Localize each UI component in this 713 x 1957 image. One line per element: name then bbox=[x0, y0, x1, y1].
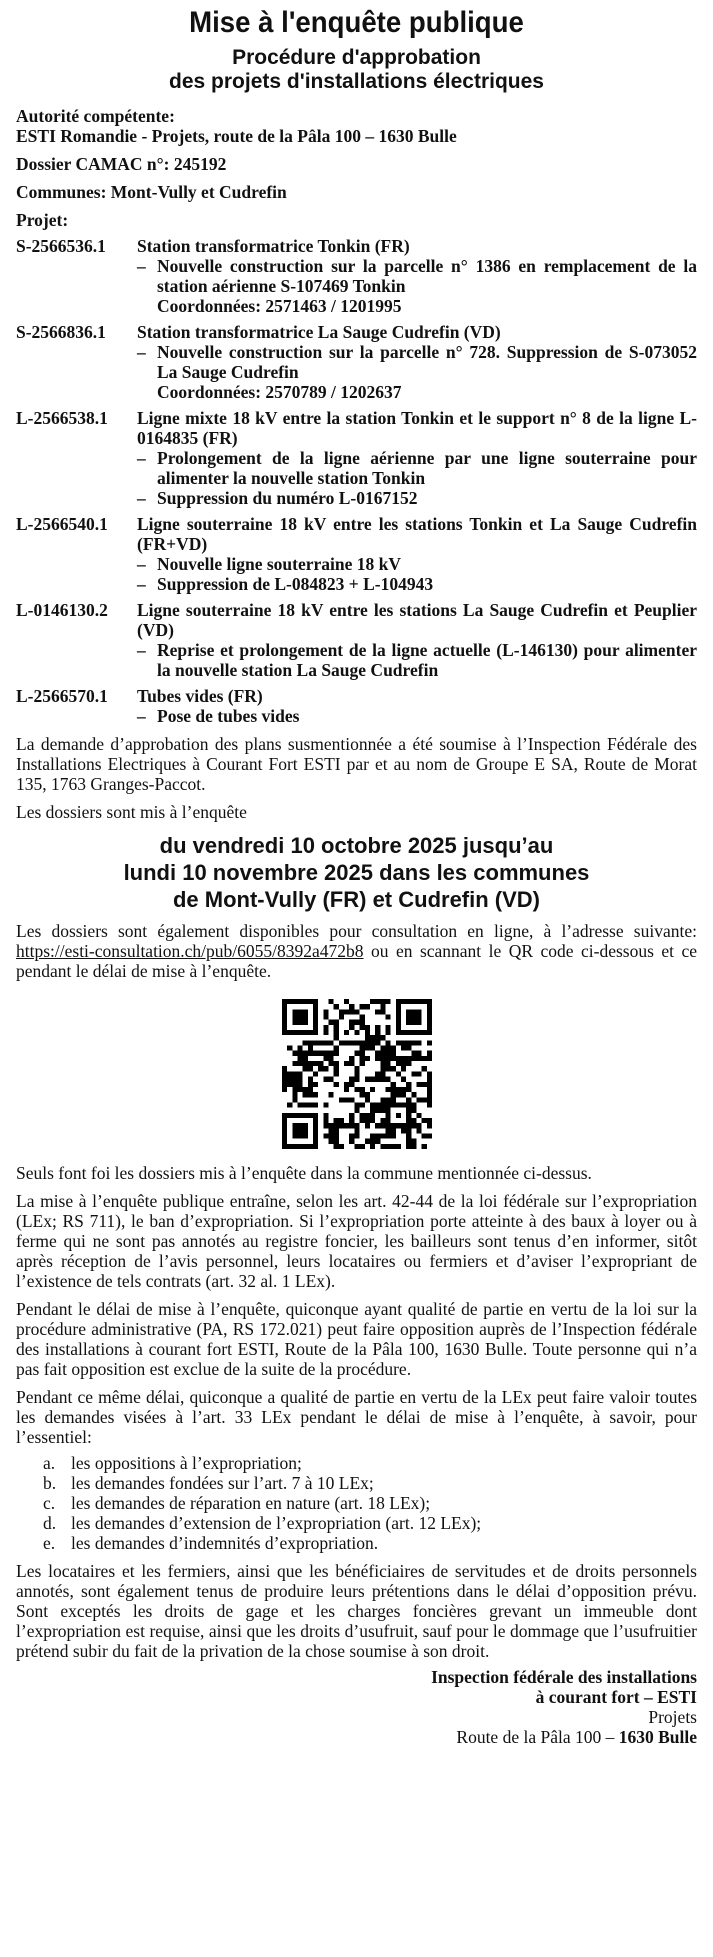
project-name: Ligne souterraine 18 kV entre les stations La Sauge Cudrefin et Peuplier (VD) bbox=[137, 600, 697, 640]
dash-marker: – bbox=[137, 448, 146, 468]
project-content bbox=[137, 322, 697, 402]
dash-marker: – bbox=[137, 574, 146, 594]
project-code: S-2566836.1 bbox=[16, 322, 106, 342]
demand-item bbox=[16, 1473, 697, 1493]
dash-marker: – bbox=[137, 256, 146, 276]
project-bullet-text: Prolongement de la ligne aérienne par une ligne souterraine pour alimenter la nouvelle station Tonkin bbox=[157, 448, 697, 488]
dates-line-3: de Mont-Vully (FR) et Cudrefin (VD) bbox=[172, 887, 541, 912]
demand-text: les demandes fondées sur l’art. 7 à 10 LEx; bbox=[71, 1473, 374, 1493]
signature-address bbox=[16, 1727, 697, 1747]
project-bullet-text: Suppression du numéro L-0167152 bbox=[157, 488, 418, 508]
project-code: L-2566538.1 bbox=[16, 408, 108, 428]
demand-letter: b. bbox=[43, 1473, 57, 1493]
legal-paragraph: Pendant ce même délai, quiconque a qualité de partie en vertu de la LEx peut faire valoir toutes les demandes visées à l’art. 33 LEx pendant le délai de mise à l’enquête, à savoir, pour l’essentiel: bbox=[16, 1387, 697, 1447]
project-bullet bbox=[137, 448, 697, 488]
project-bullet bbox=[137, 256, 697, 296]
project-bullet-text: Nouvelle construction sur la parcelle n° 728. Suppression de S-073052 La Sauge Cudrefin bbox=[157, 342, 697, 382]
qr-code-container bbox=[16, 999, 697, 1149]
project-bullet-text: Nouvelle construction sur la parcelle n° 1386 en remplacement de la station aérienne S-107469 Tonkin bbox=[157, 256, 697, 296]
demand-letter: a. bbox=[43, 1453, 56, 1473]
project-name: Tubes vides (FR) bbox=[137, 686, 263, 706]
notice-subtitle-line2: des projets d'installations électriques bbox=[169, 70, 544, 93]
intro-paragraph: La demande d’approbation des plans susmentionnée a été soumise à l’Inspection Fédérale des Installations Electriques à Courant Fort ESTI par et au nom de Groupe E SA, Route de Morat 135, 1763 Granges-Paccot. bbox=[16, 734, 697, 794]
project-content bbox=[137, 408, 697, 508]
dossier-number: Dossier CAMAC n°: 245192 bbox=[16, 154, 227, 174]
dash-marker: – bbox=[137, 488, 146, 508]
signature-address-city: 1630 Bulle bbox=[618, 1727, 697, 1747]
project-bullet-text: Reprise et prolongement de la ligne actuelle (L-146130) pour alimenter la nouvelle station La Sauge Cudrefin bbox=[157, 640, 697, 680]
project-list bbox=[16, 236, 697, 726]
legal-paragraph: Pendant le délai de mise à l’enquête, quiconque ayant qualité de partie en vertu de la loi sur la procédure administrative (PA, RS 172.021) peut faire opposition auprès de l’Inspection fédérale des installations à courant fort ESTI, Route de la Pâla 100, 1630 Bulle. Toute personne qui n’a pas fait opposition est exclue de la suite de la procédure. bbox=[16, 1299, 697, 1379]
project-item bbox=[16, 514, 697, 594]
project-bullet bbox=[137, 574, 697, 594]
project-bullet bbox=[137, 640, 697, 680]
signature-dept: Projets bbox=[648, 1707, 697, 1727]
project-item bbox=[16, 408, 697, 508]
dash-marker: – bbox=[137, 342, 146, 362]
signature-block bbox=[16, 1667, 697, 1747]
project-content bbox=[137, 600, 697, 680]
project-name: Ligne souterraine 18 kV entre les stations Tonkin et La Sauge Cudrefin (FR+VD) bbox=[137, 514, 697, 554]
signature-org-line1: Inspection fédérale des installations bbox=[431, 1667, 697, 1687]
project-content bbox=[137, 514, 697, 594]
signature-address-street: Route de la Pâla 100 – bbox=[456, 1727, 619, 1747]
project-bullet bbox=[137, 554, 697, 574]
demand-text: les demandes d’indemnités d’expropriation. bbox=[71, 1533, 379, 1553]
project-item bbox=[16, 600, 697, 680]
demand-item bbox=[16, 1533, 697, 1553]
demand-item bbox=[16, 1453, 697, 1473]
demand-item bbox=[16, 1493, 697, 1513]
project-name: Station transformatrice La Sauge Cudrefin (VD) bbox=[137, 322, 501, 342]
demand-letter: e. bbox=[43, 1533, 56, 1553]
project-content bbox=[137, 686, 697, 726]
consultation-link[interactable]: https://esti-consultation.ch/pub/6055/8392a472b8 bbox=[16, 941, 364, 961]
closing-paragraph: Les locataires et les fermiers, ainsi que les bénéficiaires de servitudes et de droits personnels annotés, sont également tenus de produire leurs prétentions dans le délai d’opposition prévu. Sont exceptés les droits de gage et les charges foncières grevant un immeuble dont l’expropriation est requise, ainsi que les droits d’usufruit, sauf pour le dommage que l’usufruitier prétend subir du fait de la privation de la chose soumise à son droit. bbox=[16, 1561, 697, 1661]
qr-code[interactable] bbox=[282, 999, 432, 1149]
project-content bbox=[137, 236, 697, 316]
demands-list bbox=[16, 1453, 697, 1553]
notice-title: Mise à l'enquête publique bbox=[189, 6, 524, 39]
project-coordinates: Coordonnées: 2571463 / 1201995 bbox=[157, 296, 402, 316]
project-bullet bbox=[137, 342, 697, 382]
project-item bbox=[16, 236, 697, 316]
project-name: Station transformatrice Tonkin (FR) bbox=[137, 236, 410, 256]
online-paragraph bbox=[16, 921, 697, 981]
notice-subtitle-line1: Procédure d'approbation bbox=[232, 46, 481, 69]
project-item bbox=[16, 322, 697, 402]
legal-paragraph: Seuls font foi les dossiers mis à l’enquête dans la commune mentionnée ci-dessus. bbox=[16, 1163, 592, 1183]
notice-body bbox=[16, 106, 697, 1747]
project-bullet-text: Nouvelle ligne souterraine 18 kV bbox=[157, 554, 402, 574]
project-label: Projet: bbox=[16, 210, 69, 230]
authority-label: Autorité compétente: bbox=[16, 106, 175, 126]
authority-value: ESTI Romandie - Projets, route de la Pâla 100 – 1630 Bulle bbox=[16, 126, 457, 146]
dash-marker: – bbox=[137, 640, 146, 660]
project-coordinates: Coordonnées: 2570789 / 1202637 bbox=[157, 382, 402, 402]
dates-line-2: lundi 10 novembre 2025 dans les communes bbox=[123, 860, 590, 885]
inquiry-dates bbox=[16, 832, 697, 913]
project-bullet bbox=[137, 706, 697, 726]
project-code: L-2566570.1 bbox=[16, 686, 108, 706]
project-bullet bbox=[137, 488, 697, 508]
demand-letter: c. bbox=[43, 1493, 56, 1513]
communes: Communes: Mont-Vully et Cudrefin bbox=[16, 182, 287, 202]
online-text-before: Les dossiers sont également disponibles pour consultation en ligne, à l’adresse suivante: bbox=[16, 921, 697, 941]
legal-paragraphs bbox=[16, 1163, 697, 1447]
dates-line-1: du vendredi 10 octobre 2025 jusqu’au bbox=[159, 833, 554, 858]
demand-text: les demandes de réparation en nature (art. 18 LEx); bbox=[71, 1493, 431, 1513]
demand-letter: d. bbox=[43, 1513, 57, 1533]
demand-text: les demandes d’extension de l’expropriation (art. 12 LEx); bbox=[71, 1513, 482, 1533]
online-text-after: ou en scannant le QR code ci-dessous et ce pendant le délai de mise à l’enquête. bbox=[16, 941, 697, 981]
demand-text: les oppositions à l’expropriation; bbox=[71, 1453, 302, 1473]
project-code: L-0146130.2 bbox=[16, 600, 108, 620]
demand-item bbox=[16, 1513, 697, 1533]
project-name: Ligne mixte 18 kV entre la station Tonkin et le support n° 8 de la ligne L-0164835 (FR) bbox=[137, 408, 697, 448]
legal-paragraph: La mise à l’enquête publique entraîne, selon les art. 42-44 de la loi fédérale sur l’expropriation (LEx; RS 711), le ban d’expropriation. Si l’expropriation porte atteinte à des baux à loyer ou à ferme qui ne sont pas annotés au registre foncier, les bailleurs sont tenus d’en informer, sitôt après réception de l’avis personnel, leurs locataires ou fermiers et d’aviser l’expropriant de l’existence de tels contrats (art. 32 al. 1 LEx). bbox=[16, 1191, 697, 1291]
project-code: L-2566540.1 bbox=[16, 514, 108, 534]
project-bullet-text: Pose de tubes vides bbox=[157, 706, 300, 726]
dossiers-line: Les dossiers sont mis à l’enquête bbox=[16, 802, 247, 822]
signature-org-line2: à courant fort – ESTI bbox=[535, 1687, 697, 1707]
project-item bbox=[16, 686, 697, 726]
dash-marker: – bbox=[137, 554, 146, 574]
project-code: S-2566536.1 bbox=[16, 236, 106, 256]
dash-marker: – bbox=[137, 706, 146, 726]
project-bullet-text: Suppression de L-084823 + L-104943 bbox=[157, 574, 434, 594]
